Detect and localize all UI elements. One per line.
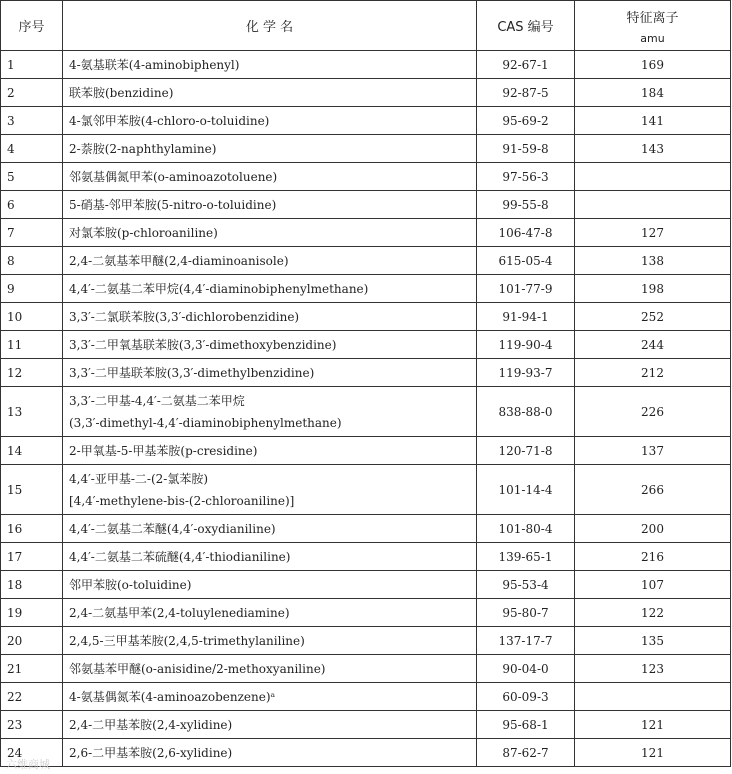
row-seq: 24 (1, 739, 63, 767)
row-cas: 91-94-1 (477, 303, 575, 331)
row-cas: 838-88-0 (477, 387, 575, 437)
row-cas: 95-68-1 (477, 711, 575, 739)
table-row (1, 163, 731, 191)
row-chemical-name: 联苯胺(benzidine) (63, 79, 477, 107)
row-cas: 92-67-1 (477, 51, 575, 79)
row-chemical-name (63, 465, 477, 515)
row-chemical-name: 4-氨基偶氮苯(4-aminoazobenzene)ᵃ (63, 683, 477, 711)
row-seq: 1 (1, 51, 63, 79)
row-seq: 21 (1, 655, 63, 683)
row-chemical-name: 2-萘胺(2-naphthylamine) (63, 135, 477, 163)
row-cas: 106-47-8 (477, 219, 575, 247)
row-ion: 252 (575, 303, 731, 331)
row-seq: 15 (1, 465, 63, 515)
table-row (1, 515, 731, 543)
row-ion: 200 (575, 515, 731, 543)
row-chemical-name: 4-氯邻甲苯胺(4-chloro-o-toluidine) (63, 107, 477, 135)
row-chemical-name: 4-氨基联苯(4-aminobiphenyl) (63, 51, 477, 79)
watermark: 六维商城 (6, 758, 50, 771)
header-chemical-name: 化 学 名 (63, 1, 477, 51)
table-row (1, 599, 731, 627)
row-ion: 122 (575, 599, 731, 627)
row-chemical-name: 对氯苯胺(p-chloroaniline) (63, 219, 477, 247)
row-ion: 212 (575, 359, 731, 387)
row-seq: 5 (1, 163, 63, 191)
row-seq: 6 (1, 191, 63, 219)
row-ion: 107 (575, 571, 731, 599)
row-seq: 7 (1, 219, 63, 247)
row-ion: 137 (575, 437, 731, 465)
header-ion (575, 1, 731, 51)
row-chemical-name: 邻氨基苯甲醚(o-anisidine/2-methoxyaniline) (63, 655, 477, 683)
row-chemical-name-line1: 3,3′-二甲基-4,4′-二氨基二苯甲烷 (69, 393, 245, 408)
row-cas: 137-17-7 (477, 627, 575, 655)
row-chemical-name: 2,4-二甲基苯胺(2,4-xylidine) (63, 711, 477, 739)
table-row (1, 465, 731, 515)
table-row (1, 387, 731, 437)
row-ion: 123 (575, 655, 731, 683)
table-row (1, 107, 731, 135)
table-row (1, 191, 731, 219)
row-ion (575, 163, 731, 191)
row-seq: 14 (1, 437, 63, 465)
row-cas: 615-05-4 (477, 247, 575, 275)
row-ion: 184 (575, 79, 731, 107)
row-chemical-name-line2: (3,3′-dimethyl-4,4′-diaminobiphenylmethane) (69, 415, 342, 430)
row-chemical-name: 3,3′-二氯联苯胺(3,3′-dichlorobenzidine) (63, 303, 477, 331)
row-cas: 87-62-7 (477, 739, 575, 767)
row-ion: 121 (575, 711, 731, 739)
row-chemical-name-line1: 4,4′-亚甲基-二-(2-氯苯胺) (69, 471, 209, 486)
row-cas: 139-65-1 (477, 543, 575, 571)
table-row (1, 683, 731, 711)
row-seq: 23 (1, 711, 63, 739)
row-chemical-name: 2,4-二氨基甲苯(2,4-toluylenediamine) (63, 599, 477, 627)
row-seq: 8 (1, 247, 63, 275)
table-row (1, 247, 731, 275)
row-ion: 216 (575, 543, 731, 571)
table-row (1, 219, 731, 247)
row-chemical-name: 3,3′-二甲氧基联苯胺(3,3′-dimethoxybenzidine) (63, 331, 477, 359)
row-ion: 226 (575, 387, 731, 437)
row-chemical-name: 2,4,5-三甲基苯胺(2,4,5-trimethylaniline) (63, 627, 477, 655)
row-ion: 127 (575, 219, 731, 247)
table-row (1, 627, 731, 655)
header-ion-label: 特征离子 (626, 10, 679, 26)
row-chemical-name: 3,3′-二甲基联苯胺(3,3′-dimethylbenzidine) (63, 359, 477, 387)
table-row (1, 331, 731, 359)
table-row (1, 79, 731, 107)
row-cas: 99-55-8 (477, 191, 575, 219)
row-chemical-name: 2-甲氧基-5-甲基苯胺(p-cresidine) (63, 437, 477, 465)
row-seq: 16 (1, 515, 63, 543)
row-chemical-name: 5-硝基-邻甲苯胺(5-nitro-o-toluidine) (63, 191, 477, 219)
row-seq: 3 (1, 107, 63, 135)
row-seq: 11 (1, 331, 63, 359)
table-row (1, 711, 731, 739)
row-ion: 143 (575, 135, 731, 163)
row-seq: 10 (1, 303, 63, 331)
row-cas: 119-93-7 (477, 359, 575, 387)
row-seq: 2 (1, 79, 63, 107)
table-row (1, 359, 731, 387)
row-ion: 244 (575, 331, 731, 359)
row-seq: 19 (1, 599, 63, 627)
row-cas: 97-56-3 (477, 163, 575, 191)
row-cas: 101-77-9 (477, 275, 575, 303)
table-row (1, 135, 731, 163)
row-cas: 95-53-4 (477, 571, 575, 599)
row-chemical-name: 邻氨基偶氮甲苯(o-aminoazotoluene) (63, 163, 477, 191)
row-ion (575, 191, 731, 219)
row-cas: 101-80-4 (477, 515, 575, 543)
table-row (1, 275, 731, 303)
row-chemical-name: 4,4′-二氨基二苯硫醚(4,4′-thiodianiline) (63, 543, 477, 571)
row-seq: 20 (1, 627, 63, 655)
table-row (1, 571, 731, 599)
row-seq: 4 (1, 135, 63, 163)
header-cas: CAS 编号 (477, 1, 575, 51)
row-ion: 198 (575, 275, 731, 303)
header-seq: 序号 (1, 1, 63, 51)
table-row (1, 303, 731, 331)
row-chemical-name: 2,4-二氨基苯甲醚(2,4-diaminoanisole) (63, 247, 477, 275)
table-row (1, 739, 731, 767)
row-ion: 138 (575, 247, 731, 275)
row-cas: 60-09-3 (477, 683, 575, 711)
row-cas: 92-87-5 (477, 79, 575, 107)
table-row (1, 51, 731, 79)
table-header-row (1, 1, 731, 51)
row-ion: 135 (575, 627, 731, 655)
row-seq: 13 (1, 387, 63, 437)
row-seq: 12 (1, 359, 63, 387)
row-ion: 141 (575, 107, 731, 135)
row-seq: 18 (1, 571, 63, 599)
row-seq: 9 (1, 275, 63, 303)
row-chemical-name: 2,6-二甲基苯胺(2,6-xylidine) (63, 739, 477, 767)
row-seq: 17 (1, 543, 63, 571)
table-row (1, 543, 731, 571)
header-ion-unit: amu (640, 31, 665, 45)
row-seq: 22 (1, 683, 63, 711)
row-chemical-name: 4,4′-二氨基二苯醚(4,4′-oxydianiline) (63, 515, 477, 543)
row-ion (575, 683, 731, 711)
row-cas: 95-69-2 (477, 107, 575, 135)
row-chemical-name-line2: [4,4′-methylene-bis-(2-chloroaniline)] (69, 493, 295, 508)
row-ion: 169 (575, 51, 731, 79)
row-ion: 266 (575, 465, 731, 515)
row-chemical-name: 4,4′-二氨基二苯甲烷(4,4′-diaminobiphenylmethane) (63, 275, 477, 303)
row-ion: 121 (575, 739, 731, 767)
row-cas: 90-04-0 (477, 655, 575, 683)
row-chemical-name (63, 387, 477, 437)
row-cas: 95-80-7 (477, 599, 575, 627)
table-row (1, 437, 731, 465)
row-cas: 120-71-8 (477, 437, 575, 465)
table-row (1, 655, 731, 683)
row-cas: 119-90-4 (477, 331, 575, 359)
row-chemical-name: 邻甲苯胺(o-toluidine) (63, 571, 477, 599)
row-cas: 91-59-8 (477, 135, 575, 163)
row-cas: 101-14-4 (477, 465, 575, 515)
